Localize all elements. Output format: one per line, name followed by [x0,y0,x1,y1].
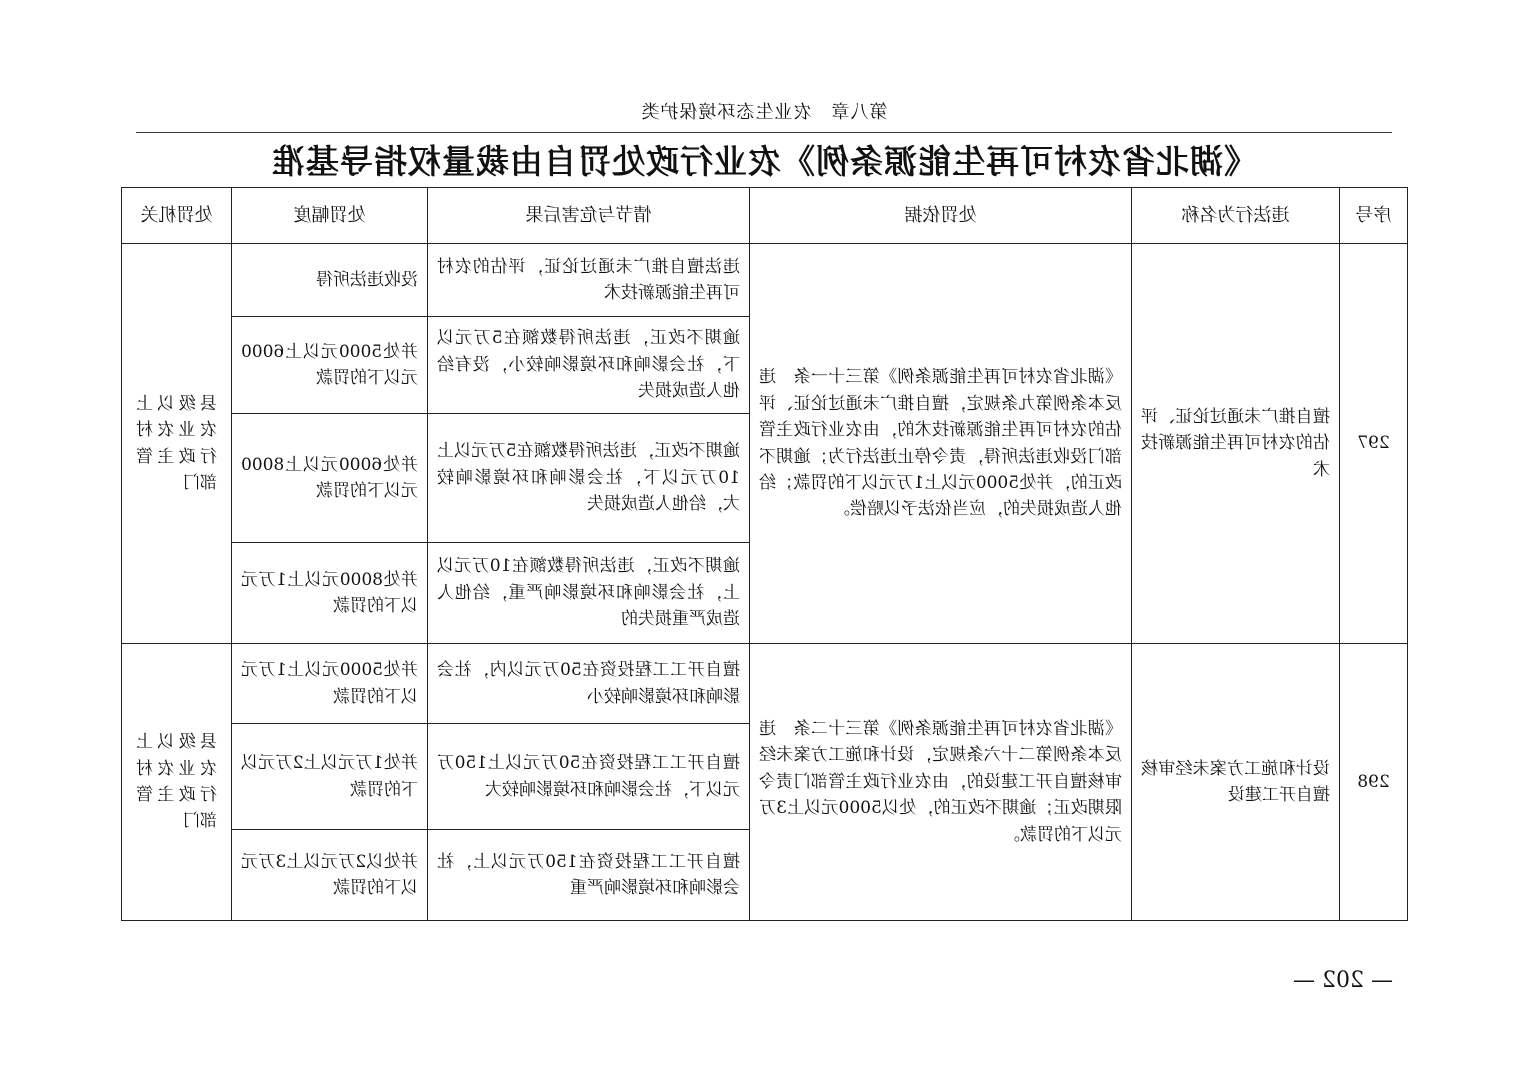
table-row [122,644,1408,724]
header-basis: 处罚依据 [904,204,977,226]
basis-cell [750,644,1132,921]
seq-298: 298 [1357,771,1390,792]
header-seq-cell [1340,188,1408,244]
header-authority: 处罚机关 [140,204,213,226]
authority-297: 县级以上农业农村行政主管部门 [136,393,217,493]
penalty-cell [232,244,428,317]
penalty-297-4: 并处8000元以上1万元以下的罚款 [241,569,418,616]
penalty-298-3: 并处以2万元以上3万元以下的罚款 [241,851,418,898]
penalty-298-1: 并处5000元以上1万元以下的罚款 [241,660,418,707]
penalty-297-3: 并处6000元以上8000元以下的罚款 [241,454,418,501]
penalty-297-2: 并处5000元以上6000元以下的罚款 [241,341,418,388]
seq-cell [1340,244,1408,644]
circumstances-cell [428,644,750,724]
violation-cell [1132,244,1340,644]
circumstances-298-2: 擅自开工工程投资在50万元以上150万元以下，社会影响和环境影响较大 [437,753,740,800]
authority-cell [122,644,232,921]
header-violation: 违法行为名称 [1181,204,1290,226]
page-number: — 202 — [1293,968,1393,993]
circumstances-cell [428,830,750,921]
circumstances-298-1: 擅自开工工程投资在50万元以内，社会影响和环境影响较小 [437,660,740,707]
authority-298: 县级以上农业农村行政主管部门 [136,732,217,832]
basis-298: 《湖北省农村可再生能源条例》第三十二条 违反本条例第二十六条规定，设计和施工方案未经审核擅自开工建设的，由农业行政主管部门责令限期改正；逾期不改正的，处以5000元以上3万元以下的罚款。 [759,719,1122,845]
penalty-table [121,187,1408,921]
table-header-row [122,188,1408,244]
circumstances-cell [428,244,750,317]
violation-297: 擅自推广未通过论证、评估的农村可再生能源新技术 [1141,406,1330,480]
basis-297: 《湖北省农村可再生能源条例》第三十一条 违反本条例第九条规定，擅自推广未通过论证、评估的农村可再生能源新技术的，由农业行政主管部门没收违法所得，责令停止违法行为；逾期不改正的，并处5000元以上1万元以下的罚款；给他人造成损失的，应当依法予以赔偿。 [759,367,1122,520]
penalty-cell [232,724,428,830]
table-row [122,244,1408,317]
circumstances-297-4: 逾期不改正，违法所得数额在10万元以上，社会影响和环境影响严重，给他人造成严重损失的 [437,556,740,630]
penalty-cell [232,414,428,543]
penalty-cell [232,830,428,921]
violation-cell [1132,644,1340,921]
circumstances-cell [428,317,750,414]
circumstances-297-1: 违法擅自推广未通过论证，评估的农村可再生能源新技术 [437,256,740,303]
seq-cell [1340,644,1408,921]
header-authority-cell [122,188,232,244]
seq-297: 297 [1357,433,1390,454]
header-violation-cell [1132,188,1340,244]
circumstances-cell [428,543,750,644]
circumstances-297-3: 逾期不改正，违法所得数额在5万元以上10万元以下，社会影响和环境影响较大，给他人造成损失 [437,441,740,515]
header-circumstances-cell [428,188,750,244]
page-header [136,92,1392,133]
penalty-cell [232,543,428,644]
header-seq: 序号 [1355,204,1392,226]
penalty-298-2: 并处1万元以上2万元以下的罚款 [241,753,418,800]
penalty-cell [232,644,428,724]
circumstances-cell [428,414,750,543]
header-penalty: 处罚幅度 [293,204,366,226]
circumstances-297-2: 逾期不改正，违法所得数额在5万元以下，社会影响和环境影响较小，没有给他人造成损失 [437,328,740,402]
violation-298: 设计和施工方案未经审核擅自开工建设 [1141,758,1330,805]
chapter-title: 第八章 农业生态环境保护类 [640,102,888,123]
header-circumstances: 情节与危害后果 [525,204,652,226]
header-penalty-cell [232,188,428,244]
document-title: 《湖北省农村可再生能源条例》农业行政处罚自由裁量权指导基准 [271,142,1257,181]
circumstances-298-3: 擅自开工工程投资在150万元以上，社会影响和环境影响严重 [437,851,740,898]
authority-cell [122,244,232,644]
penalty-cell [232,317,428,414]
basis-cell [750,244,1132,644]
circumstances-cell [428,724,750,830]
header-basis-cell [750,188,1132,244]
penalty-297-1: 没收违法所得 [316,269,418,290]
